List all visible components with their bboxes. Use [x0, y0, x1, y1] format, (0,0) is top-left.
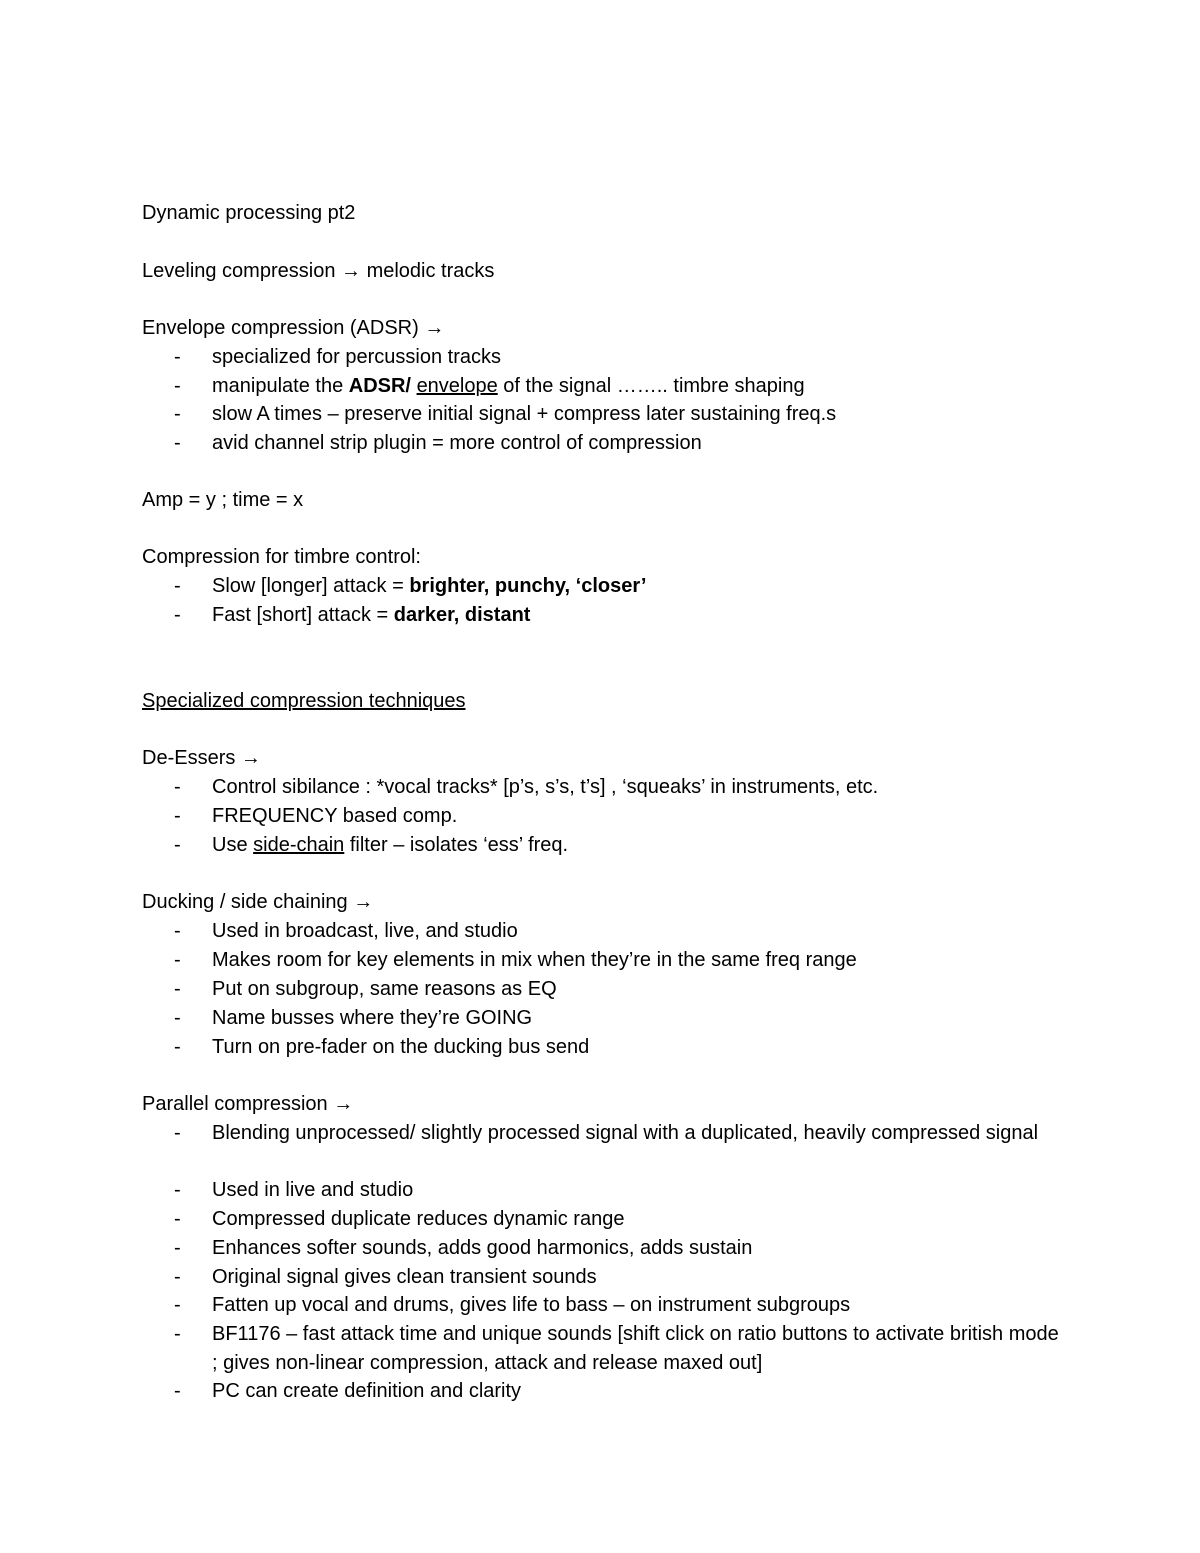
ducking-heading-text: Ducking / side chaining — [142, 891, 348, 913]
list-item-text: slow A times – preserve initial signal + compress later sustaining freq.s — [212, 403, 837, 425]
list-item-text: Fatten up vocal and drums, gives life to bass – on instrument subgroups — [212, 1294, 851, 1316]
list-item-text — [212, 601, 1062, 630]
dash-bullet-icon: - — [174, 776, 181, 798]
list-item-text: Turn on pre-fader on the ducking bus send — [212, 1036, 590, 1058]
dash-bullet-icon: - — [174, 1323, 181, 1345]
dash-bullet-icon: - — [174, 1208, 181, 1230]
underlined-text: envelope — [416, 375, 498, 397]
arrow-icon: → — [341, 260, 361, 282]
list-item-text: Used in live and studio — [212, 1179, 414, 1201]
list-item-text: Control sibilance : *vocal tracks* [p’s, s’s, t’s] , ‘squeaks’ in instruments, etc. — [212, 776, 879, 798]
text-run: Use — [212, 834, 254, 856]
list-item-text: Compressed duplicate reduces dynamic range — [212, 1208, 625, 1230]
dash-bullet-icon: - — [174, 1237, 181, 1259]
dash-bullet-icon: - — [174, 1036, 181, 1058]
dash-bullet-icon: - — [174, 1380, 181, 1402]
list-item-text — [212, 372, 1062, 401]
envelope-heading-text: Envelope compression (ADSR) — [142, 317, 419, 339]
dash-bullet-icon: - — [174, 834, 181, 856]
text-run: manipulate the — [212, 375, 349, 397]
dash-bullet-icon: - — [174, 949, 181, 971]
document-title: Dynamic processing pt2 — [142, 202, 356, 224]
list-item-text: PC can create definition and clarity — [212, 1380, 522, 1402]
deessers-heading — [142, 744, 261, 772]
list-item-text: Original signal gives clean transient sounds — [212, 1266, 597, 1288]
bold-text: ADSR/ — [348, 375, 411, 397]
text-run: Fast [short] attack = — [212, 604, 394, 626]
list-item-text: specialized for percussion tracks — [212, 346, 502, 368]
dash-bullet-icon: - — [174, 346, 181, 368]
list-item-text: Enhances softer sounds, adds good harmonics, adds sustain — [212, 1237, 753, 1259]
dash-bullet-icon: - — [174, 432, 181, 454]
parallel-heading-text: Parallel compression — [142, 1093, 328, 1115]
dash-bullet-icon: - — [174, 604, 181, 626]
list-item-text: Used in broadcast, live, and studio — [212, 920, 518, 942]
list-item-text — [212, 572, 1062, 601]
parallel-heading — [142, 1090, 353, 1118]
bold-text: darker, distant — [393, 604, 531, 626]
deessers-heading-text: De-Essers — [142, 747, 236, 769]
leveling-label: Leveling compression — [142, 260, 336, 282]
dash-bullet-icon: - — [174, 375, 181, 397]
ducking-heading — [142, 888, 373, 916]
list-item-text: Put on subgroup, same reasons as EQ — [212, 978, 557, 1000]
list-item-text: FREQUENCY based comp. — [212, 805, 458, 827]
text-run: of the signal …….. timbre shaping — [497, 375, 805, 397]
list-item-text: Makes room for key elements in mix when they’re in the same freq range — [212, 949, 857, 971]
section-heading — [142, 687, 466, 715]
dash-bullet-icon: - — [174, 575, 181, 597]
arrow-icon: → — [240, 747, 261, 769]
amp-time-line: Amp = y ; time = x — [142, 489, 304, 511]
section-heading-text: Specialized compression techniques — [142, 690, 466, 712]
leveling-target: melodic tracks — [366, 260, 495, 282]
list-item-text: Name busses where they’re GOING — [212, 1007, 533, 1029]
list-item-text — [212, 831, 1062, 860]
dash-bullet-icon: - — [174, 1007, 181, 1029]
arrow-icon: → — [424, 317, 445, 339]
dash-bullet-icon: - — [174, 978, 181, 1000]
dash-bullet-icon: - — [174, 1122, 181, 1144]
dash-bullet-icon: - — [174, 920, 181, 942]
dash-bullet-icon: - — [174, 403, 181, 425]
timbre-heading: Compression for timbre control: — [142, 546, 421, 568]
text-run: filter – isolates ‘ess’ freq. — [344, 834, 569, 856]
underlined-text: side-chain — [253, 834, 345, 856]
arrow-icon: → — [353, 891, 374, 913]
list-item-text: Blending unprocessed/ slightly processed signal with a duplicated, heavily compressed signal — [212, 1122, 1039, 1144]
dash-bullet-icon: - — [174, 805, 181, 827]
envelope-heading — [142, 314, 444, 342]
dash-bullet-icon: - — [174, 1179, 181, 1201]
dash-bullet-icon: - — [174, 1294, 181, 1316]
list-item-text: avid channel strip plugin = more control of compression — [212, 432, 702, 454]
list-item-text: BF1176 – fast attack time and unique sounds [shift click on ratio buttons to activate british mode ; gives non-linear compression, attack and release maxed out] — [212, 1323, 1059, 1374]
dash-bullet-icon: - — [174, 1266, 181, 1288]
text-run: Slow [longer] attack = — [212, 575, 410, 597]
bold-text: brighter, punchy, ‘closer’ — [409, 575, 647, 597]
arrow-icon: → — [333, 1093, 354, 1115]
leveling-compression-line — [142, 257, 494, 285]
